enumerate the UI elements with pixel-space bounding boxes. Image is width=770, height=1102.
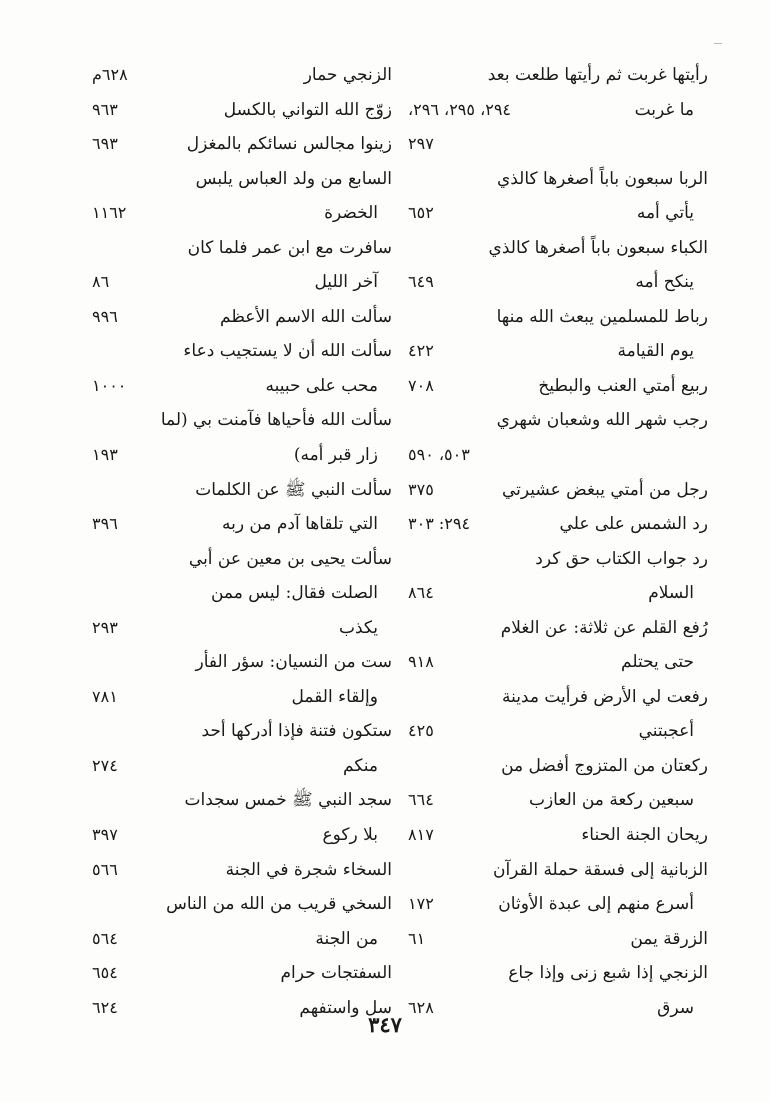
index-entry (92, 300, 392, 335)
entry-page-ref: ١١٦٢ (92, 203, 127, 223)
entry-text: رد جواب الكتاب حق كرد (535, 548, 708, 569)
index-entry (408, 853, 708, 888)
index-entry (92, 403, 392, 438)
entry-page-ref: ٨١٧ (408, 825, 434, 845)
index-entry (408, 300, 708, 335)
index-column-left (92, 58, 392, 1025)
entry-page-ref: ١٠٠٠ (92, 375, 127, 395)
entry-text: الزرقة يمن (630, 928, 708, 949)
entry-text: السفتجات حرام (280, 963, 392, 984)
entry-text: رجل من أمتي يبغض عشيرتي (502, 479, 708, 500)
entry-text: بلا ركوع (322, 825, 378, 846)
entry-text: من الجنة (315, 928, 378, 949)
index-entry (92, 369, 392, 404)
entry-text: ريحان الجنة الحناء (581, 825, 708, 846)
index-entry (408, 507, 708, 542)
entry-text: سألت النبي ﷺ عن الكلمات (195, 479, 392, 500)
entry-text: ربيع أمتي العنب والبطيخ (538, 375, 708, 396)
page-number: ٣٤٧ (368, 1012, 402, 1037)
corner-mark (714, 43, 722, 44)
index-column-right (408, 58, 708, 1025)
entry-text: السخاء شجرة في الجنة (225, 859, 392, 880)
entry-page-ref: ٦٢٨ (408, 997, 434, 1017)
entry-page-ref: ٣٩٧ (92, 825, 118, 845)
entry-page-ref: ٩٦٣ (92, 99, 118, 119)
entry-page-ref: ٦٥٤ (92, 963, 118, 983)
entry-text: السابع من ولد العباس يلبس (195, 168, 392, 189)
index-entry (92, 956, 392, 991)
index-entry (408, 956, 708, 991)
index-entry (408, 127, 708, 162)
index-entry (92, 714, 392, 749)
entry-page-ref: ٢٩٣ (92, 617, 118, 637)
index-entry (408, 196, 708, 231)
entry-text: رجب شهر الله وشعبان شهري (496, 410, 708, 431)
index-entry (408, 783, 708, 818)
entry-text: التي تلقاها آدم من ربه (221, 514, 378, 535)
entry-page-ref: ٤٢٢ (408, 341, 434, 361)
index-entry (92, 162, 392, 197)
index-entry (408, 749, 708, 784)
entry-text: سافرت مع ابن عمر فلما كان (187, 237, 392, 258)
entry-text: سرق (657, 997, 694, 1018)
index-entry (408, 369, 708, 404)
entry-text: ست من النسيان: سؤر الفأر (195, 652, 392, 673)
index-entry (408, 162, 708, 197)
index-entry (408, 818, 708, 853)
entry-text: ينكح أمه (635, 272, 694, 293)
index-entry (408, 403, 708, 438)
index-entry (92, 196, 392, 231)
entry-text: ركعتان من المتزوج أفضل من (501, 755, 708, 776)
index-entry (408, 645, 708, 680)
entry-page-ref: ٧٨١ (92, 686, 118, 706)
entry-text: الصلت فقال: ليس ممن (210, 583, 378, 604)
index-entry (92, 611, 392, 646)
entry-page-ref: ٦٢٨م (92, 65, 128, 84)
index-entry (92, 818, 392, 853)
entry-page-ref: ٤٢٥ (408, 721, 434, 741)
entry-text: السلام (648, 583, 694, 604)
index-entry (408, 93, 708, 128)
entry-text: سألت الله الاسم الأعظم (220, 306, 392, 327)
entry-page-ref: ٣٩٦ (92, 514, 118, 534)
entry-text: سجد النبي ﷺ خمس سجدات (184, 790, 392, 811)
entry-page-ref: ٦٥٢ (408, 203, 434, 223)
entry-page-ref: ٧٠٨ (408, 375, 434, 395)
entry-text: ما غربت (634, 99, 694, 120)
index-entry (408, 231, 708, 266)
entry-text: زوّج الله التواني بالكسل (223, 99, 392, 120)
entry-page-ref: ١٩٣ (92, 445, 118, 465)
entry-text: زار قبر أمه) (293, 445, 378, 466)
index-entry (408, 438, 708, 473)
entry-page-ref: ٦٢٤ (92, 997, 118, 1017)
index-entry (92, 576, 392, 611)
entry-text: آخر الليل (314, 272, 378, 293)
entry-text: محب على حبيبه (265, 375, 378, 396)
entry-text: الزنجي إذا شبع زنى وإذا جاع (508, 963, 708, 984)
index-entry (408, 473, 708, 508)
entry-page-ref: ٩٩٦ (92, 306, 118, 326)
entry-page-ref: ٥٠٣، ٥٩٠ (408, 445, 470, 465)
entry-text: حتى يحتلم (621, 652, 694, 673)
entry-page-ref: ٦٦٤ (408, 790, 434, 810)
entry-page-ref: ٥٦٦ (92, 859, 118, 879)
entry-page-ref: ٢٧٤ (92, 755, 118, 775)
index-entry (92, 58, 392, 93)
entry-text: الزبانية إلى فسقة حملة القرآن (492, 859, 708, 880)
index-entry (92, 645, 392, 680)
entry-text: الكباء سبعون باباً أصغرها كالذي (488, 237, 708, 258)
index-entry (92, 922, 392, 957)
index-entry (408, 680, 708, 715)
entry-text: ستكون فتنة فإذا أدركها أحد (201, 721, 392, 742)
index-entry (408, 265, 708, 300)
entry-text: يوم القيامة (617, 341, 694, 362)
entry-page-ref: ٢٩٧ (408, 134, 434, 154)
entry-text: سألت الله فأحياها فآمنت بي (لما (160, 410, 392, 431)
entry-text: سألت يحيى بن معين عن أبي (188, 548, 392, 569)
entry-page-ref: ٩١٨ (408, 652, 434, 672)
entry-text: رُفع القلم عن ثلاثة: عن الغلام (500, 617, 708, 638)
index-entry (92, 680, 392, 715)
entry-page-ref: ١٧٢ (408, 894, 434, 914)
entry-text: أسرع منهم إلى عبدة الأوثان (498, 894, 694, 915)
index-entry (92, 231, 392, 266)
entry-text: وإلقاء القمل (291, 686, 378, 707)
index-entry (92, 853, 392, 888)
index-entry (92, 542, 392, 577)
entry-text: رباط للمسلمين يبعث الله منها (496, 306, 708, 327)
index-entry (408, 334, 708, 369)
entry-text: السخي قريب من الله من الناس (166, 894, 392, 915)
entry-text: سبعين ركعة من العازب (528, 790, 694, 811)
index-entry (92, 783, 392, 818)
index-entry (92, 93, 392, 128)
index-entry (92, 473, 392, 508)
entry-text: الخضرة (324, 203, 378, 224)
index-entry (92, 887, 392, 922)
entry-text: الربا سبعون باباً أصغرها كالذي (496, 168, 708, 189)
entry-page-ref: ٦٤٩ (408, 272, 434, 292)
entry-page-ref: ٦١ (408, 928, 426, 948)
entry-page-ref: ٦٩٣ (92, 134, 118, 154)
entry-page-ref: ٢٩٤: ٣٠٣ (408, 514, 471, 534)
entry-text: رأيتها غربت ثم رأيتها طلعت بعد (487, 65, 708, 85)
index-entry (92, 265, 392, 300)
entry-text: منكم (343, 755, 378, 776)
entry-text: سألت الله أن لا يستجيب دعاء (183, 341, 392, 362)
entry-text: زينوا مجالس نسائكم بالمغزل (186, 134, 392, 155)
entry-page-ref: ٨٦٤ (408, 583, 434, 603)
index-entry (92, 507, 392, 542)
entry-text: يأتي أمه (636, 203, 694, 224)
index-entry (408, 887, 708, 922)
index-entry (408, 58, 708, 93)
index-entry (408, 611, 708, 646)
entry-text: يكذب (338, 617, 378, 638)
index-entry (408, 542, 708, 577)
index-entry (92, 749, 392, 784)
entry-page-ref: ٥٦٤ (92, 928, 118, 948)
index-entry (92, 334, 392, 369)
entry-page-ref: ٢٩٤، ٢٩٥، ٢٩٦، (408, 99, 512, 119)
entry-page-ref: ٨٦ (92, 272, 110, 292)
index-entry (408, 714, 708, 749)
entry-text: الزنجي حمار (303, 65, 392, 85)
entry-text: أعجبتني (638, 721, 694, 742)
index-entry (408, 576, 708, 611)
index-entry (92, 438, 392, 473)
entry-page-ref: ٣٧٥ (408, 479, 434, 499)
index-entry (408, 922, 708, 957)
entry-text: رفعت لي الأرض فرأيت مدينة (501, 686, 708, 707)
entry-text: سل واستفهم (299, 997, 392, 1018)
index-entry (92, 127, 392, 162)
entry-text: رد الشمس على علي (559, 514, 708, 535)
